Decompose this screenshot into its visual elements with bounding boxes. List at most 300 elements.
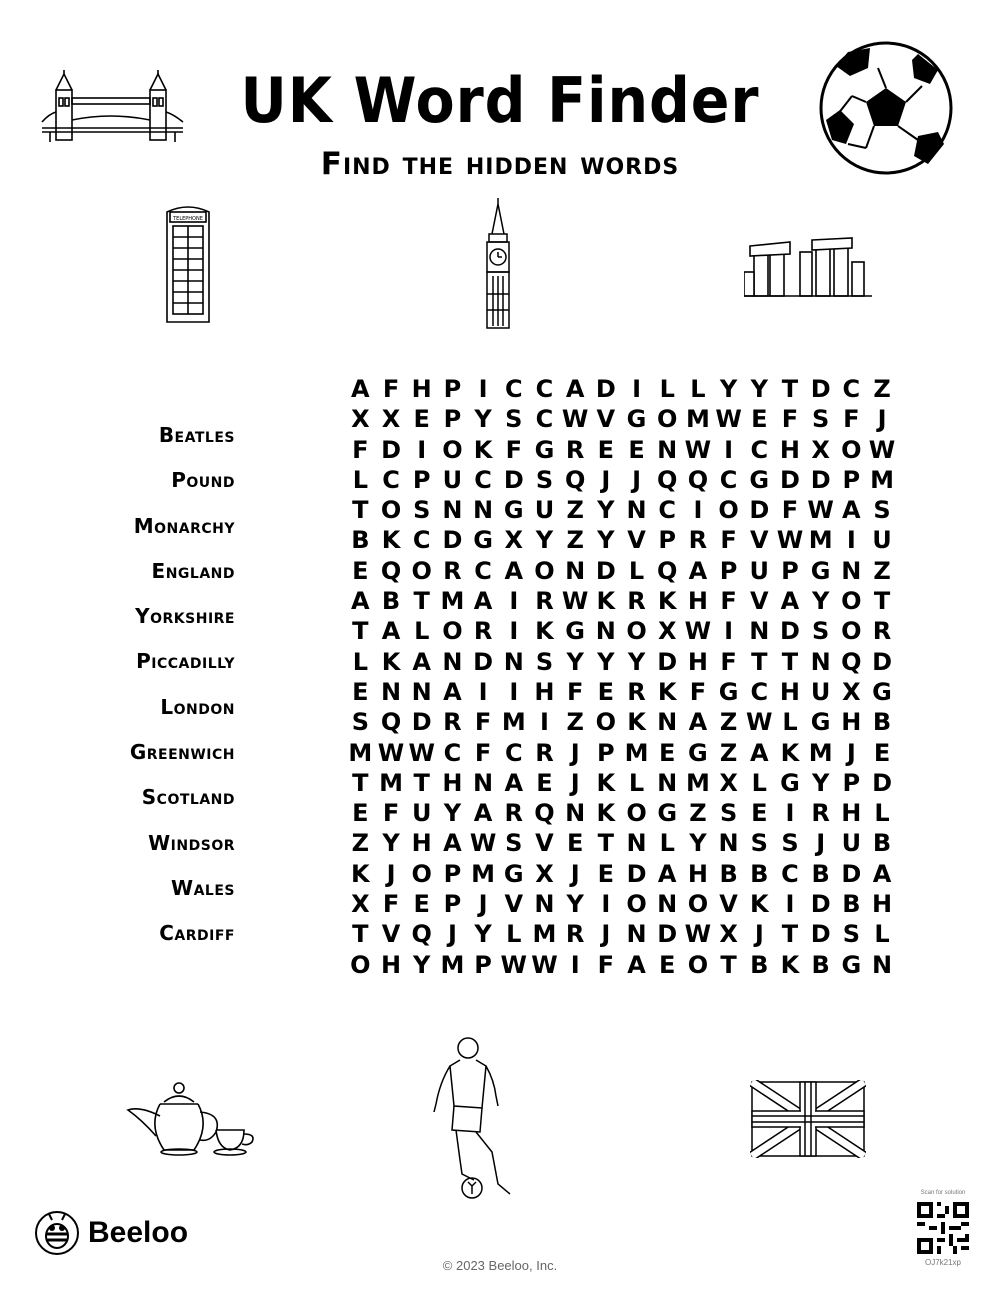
- grid-letter: Y: [597, 526, 615, 555]
- grid-letter: F: [474, 708, 492, 737]
- grid-letter: M: [379, 768, 403, 797]
- grid-letter: E: [352, 799, 369, 828]
- grid-letter: E: [352, 556, 369, 585]
- grid-row: [345, 465, 897, 495]
- tower-bridge-icon: [40, 70, 185, 145]
- grid-letter: P: [842, 465, 861, 494]
- grid-letter: W: [561, 587, 589, 616]
- grid-letter: F: [720, 647, 737, 676]
- grid-letter: Z: [873, 556, 891, 585]
- grid-letter: W: [531, 950, 558, 979]
- grid-letter: Z: [719, 738, 738, 767]
- grid-letter: S: [535, 465, 554, 494]
- grid-letter: G: [810, 708, 831, 737]
- grid-letter: R: [565, 435, 585, 464]
- grid-letter: W: [684, 435, 712, 464]
- grid-letter: C: [504, 738, 523, 767]
- grid-letter: B: [811, 859, 830, 888]
- grid-letter: C: [474, 465, 492, 494]
- grid-letter: F: [843, 405, 860, 434]
- grid-letter: E: [751, 799, 768, 828]
- grid-letter: N: [626, 829, 647, 858]
- grid-letter: Z: [351, 829, 370, 858]
- grid-letter: I: [785, 890, 795, 919]
- qr-code-text: OJ7k21xp: [924, 1258, 962, 1267]
- grid-letter: L: [659, 829, 675, 858]
- grid-letter: V: [627, 526, 646, 555]
- grid-letter: R: [565, 920, 585, 949]
- grid-letter: T: [352, 920, 369, 949]
- grid-letter: U: [411, 799, 432, 828]
- grid-letter: J: [632, 465, 641, 494]
- grid-letter: B: [351, 526, 370, 555]
- grid-letter: N: [442, 647, 463, 676]
- grid-letter: D: [810, 375, 831, 403]
- telephone-box-icon: [164, 202, 212, 324]
- grid-letter: A: [351, 375, 370, 403]
- word-list-item: Greenwich: [129, 740, 235, 765]
- grid-letter: A: [565, 375, 585, 403]
- grid-letter: T: [597, 829, 615, 858]
- grid-letter: O: [626, 890, 647, 919]
- grid-letter: U: [749, 556, 770, 585]
- word-list-item: Monarchy: [133, 513, 235, 538]
- grid-letter: Z: [566, 708, 584, 737]
- grid-letter: R: [688, 526, 708, 555]
- grid-row: [345, 950, 897, 980]
- grid-letter: N: [565, 556, 586, 585]
- letter-grid: [345, 374, 897, 980]
- grid-letter: L: [782, 708, 798, 737]
- grid-letter: W: [715, 405, 742, 434]
- grid-letter: L: [751, 768, 767, 797]
- grid-letter: U: [872, 526, 892, 555]
- grid-letter: W: [561, 405, 589, 434]
- grid-letter: Z: [566, 496, 584, 525]
- grid-letter: A: [688, 556, 708, 585]
- grid-letter: L: [874, 799, 890, 828]
- grid-letter: N: [534, 890, 555, 919]
- grid-letter: T: [352, 768, 369, 797]
- grid-letter: Q: [687, 465, 709, 494]
- page-subtitle: Find the hidden words: [320, 146, 680, 182]
- grid-letter: O: [687, 890, 709, 919]
- grid-letter: Y: [382, 829, 400, 858]
- grid-letter: O: [657, 405, 678, 434]
- grid-letter: F: [382, 375, 400, 403]
- grid-letter: J: [478, 890, 488, 919]
- grid-letter: L: [506, 920, 522, 949]
- grid-letter: Y: [811, 587, 830, 616]
- grid-letter: I: [478, 677, 488, 706]
- grid-letter: M: [808, 738, 833, 767]
- grid-letter: O: [534, 556, 555, 585]
- grid-row: [345, 404, 897, 434]
- grid-letter: J: [570, 738, 580, 767]
- grid-letter: O: [626, 799, 647, 828]
- grid-letter: P: [443, 859, 462, 888]
- grid-letter: W: [684, 920, 712, 949]
- grid-letter: S: [812, 617, 830, 646]
- grid-letter: G: [718, 677, 739, 706]
- grid-letter: S: [750, 829, 768, 858]
- grid-letter: A: [412, 647, 431, 676]
- grid-letter: N: [565, 799, 586, 828]
- grid-letter: O: [442, 617, 463, 646]
- grid-letter: A: [842, 496, 861, 525]
- grid-letter: N: [657, 435, 678, 464]
- grid-letter: B: [872, 708, 892, 737]
- grid-letter: T: [720, 950, 737, 979]
- grid-letter: D: [411, 708, 432, 737]
- grid-row: [345, 616, 897, 646]
- grid-letter: X: [351, 405, 370, 434]
- grid-letter: X: [719, 768, 738, 797]
- grid-letter: R: [504, 799, 524, 828]
- grid-letter: W: [868, 435, 896, 464]
- grid-letter: N: [442, 496, 463, 525]
- grid-letter: E: [597, 677, 615, 706]
- grid-letter: P: [781, 556, 799, 585]
- grid-letter: J: [447, 920, 457, 949]
- grid-letter: W: [500, 950, 528, 979]
- grid-letter: N: [626, 496, 647, 525]
- grid-letter: G: [657, 799, 678, 828]
- grid-letter: D: [872, 768, 892, 797]
- grid-letter: H: [779, 435, 801, 464]
- grid-letter: P: [842, 768, 861, 797]
- grid-letter: D: [473, 647, 494, 676]
- grid-letter: S: [842, 920, 860, 949]
- football-icon: [818, 40, 954, 176]
- grid-letter: G: [749, 465, 770, 494]
- grid-letter: O: [411, 556, 432, 585]
- grid-letter: L: [874, 920, 890, 949]
- grid-letter: G: [503, 859, 524, 888]
- grid-letter: O: [841, 435, 862, 464]
- grid-letter: I: [509, 587, 519, 616]
- grid-letter: D: [657, 647, 678, 676]
- grid-letter: C: [535, 375, 554, 403]
- grid-letter: D: [595, 375, 616, 403]
- grid-letter: L: [690, 375, 706, 403]
- grid-letter: X: [381, 405, 401, 434]
- grid-letter: S: [812, 405, 830, 434]
- word-list-item: Pound: [171, 468, 235, 493]
- grid-letter: E: [873, 738, 891, 767]
- grid-row: [345, 586, 897, 616]
- grid-letter: S: [719, 799, 738, 828]
- grid-letter: R: [535, 738, 554, 767]
- grid-letter: L: [352, 465, 368, 494]
- grid-letter: K: [780, 950, 800, 979]
- grid-letter: G: [534, 435, 555, 464]
- grid-letter: D: [841, 859, 862, 888]
- grid-letter: N: [503, 647, 524, 676]
- grid-row: [345, 738, 897, 768]
- grid-row: [345, 525, 897, 555]
- grid-letter: W: [807, 496, 834, 525]
- word-list-item: England: [151, 558, 235, 583]
- grid-letter: M: [440, 587, 465, 616]
- grid-letter: L: [628, 556, 645, 585]
- grid-letter: Q: [564, 465, 586, 494]
- word-list-item: Cardiff: [159, 921, 235, 946]
- grid-letter: W: [746, 708, 773, 737]
- grid-letter: N: [626, 920, 647, 949]
- grid-letter: T: [873, 587, 891, 616]
- grid-letter: G: [780, 768, 800, 797]
- grid-letter: F: [781, 405, 799, 434]
- grid-letter: E: [413, 890, 430, 919]
- grid-letter: R: [627, 587, 646, 616]
- grid-letter: R: [872, 617, 892, 646]
- grid-letter: D: [780, 617, 800, 646]
- grid-letter: N: [411, 677, 432, 706]
- grid-letter: O: [411, 859, 432, 888]
- grid-row: [345, 374, 897, 404]
- grid-letter: B: [842, 890, 861, 919]
- grid-row: [345, 647, 897, 677]
- grid-letter: A: [627, 950, 646, 979]
- grid-letter: Y: [535, 526, 554, 555]
- grid-letter: L: [352, 647, 368, 676]
- grid-letter: H: [534, 677, 555, 706]
- grid-letter: K: [780, 738, 800, 767]
- grid-letter: K: [596, 587, 616, 616]
- grid-letter: N: [473, 496, 494, 525]
- grid-letter: M: [624, 738, 649, 767]
- grid-letter: S: [505, 829, 523, 858]
- grid-letter: D: [810, 920, 831, 949]
- grid-letter: M: [501, 708, 526, 737]
- grid-letter: R: [443, 708, 462, 737]
- grid-letter: W: [684, 617, 712, 646]
- grid-letter: A: [443, 677, 462, 706]
- grid-letter: Y: [597, 496, 615, 525]
- grid-letter: E: [659, 738, 676, 767]
- grid-letter: S: [781, 829, 799, 858]
- brand-logo: [34, 1210, 188, 1256]
- grid-letter: E: [352, 677, 369, 706]
- grid-letter: O: [350, 950, 371, 979]
- grid-letter: A: [872, 859, 892, 888]
- grid-letter: I: [846, 526, 856, 555]
- qr-label: Scan for solution: [920, 1190, 966, 1196]
- grid-letter: Z: [689, 799, 707, 828]
- grid-letter: E: [628, 435, 645, 464]
- grid-letter: G: [872, 677, 892, 706]
- grid-letter: H: [380, 950, 402, 979]
- grid-letter: V: [504, 890, 524, 919]
- grid-letter: D: [442, 526, 463, 555]
- grid-letter: Q: [657, 465, 678, 494]
- grid-letter: Z: [719, 708, 738, 737]
- grid-letter: I: [724, 617, 734, 646]
- grid-letter: N: [749, 617, 770, 646]
- grid-letter: U: [810, 677, 831, 706]
- grid-letter: K: [657, 677, 677, 706]
- grid-row: [345, 707, 897, 737]
- grid-letter: S: [351, 708, 369, 737]
- grid-letter: J: [570, 768, 580, 797]
- grid-letter: M: [685, 405, 710, 434]
- grid-letter: Q: [657, 556, 678, 585]
- grid-letter: R: [811, 799, 830, 828]
- word-list-item: Wales: [171, 875, 235, 900]
- grid-letter: K: [749, 890, 769, 919]
- grid-letter: H: [871, 890, 893, 919]
- grid-letter: A: [473, 799, 493, 828]
- grid-letter: N: [473, 768, 494, 797]
- grid-row: [345, 435, 897, 465]
- grid-letter: W: [469, 829, 497, 858]
- grid-letter: R: [443, 556, 462, 585]
- grid-letter: F: [689, 677, 707, 706]
- grid-letter: L: [659, 375, 675, 403]
- grid-letter: A: [473, 587, 493, 616]
- grid-letter: F: [382, 890, 400, 919]
- grid-letter: T: [413, 587, 430, 616]
- grid-letter: C: [504, 375, 523, 403]
- grid-letter: Q: [841, 647, 862, 676]
- grid-letter: K: [535, 617, 554, 646]
- grid-letter: D: [780, 465, 800, 494]
- grid-letter: B: [811, 950, 830, 979]
- grid-letter: J: [601, 465, 611, 494]
- grid-letter: F: [566, 677, 584, 706]
- grid-letter: R: [627, 677, 646, 706]
- grid-letter: O: [718, 496, 739, 525]
- grid-letter: O: [595, 708, 617, 737]
- grid-letter: W: [377, 738, 405, 767]
- grid-letter: C: [750, 677, 769, 706]
- grid-letter: X: [504, 526, 524, 555]
- qr-code-icon[interactable]: [917, 1202, 969, 1254]
- grid-letter: Y: [750, 375, 768, 403]
- grid-letter: H: [442, 768, 463, 797]
- grid-letter: U: [841, 829, 862, 858]
- grid-letter: L: [414, 617, 430, 646]
- grid-row: [345, 798, 897, 828]
- grid-letter: D: [749, 496, 770, 525]
- grid-row: [345, 556, 897, 586]
- grid-letter: X: [811, 435, 830, 464]
- grid-letter: Q: [534, 799, 555, 828]
- grid-letter: G: [810, 556, 831, 585]
- grid-letter: I: [785, 799, 795, 828]
- grid-row: [345, 677, 897, 707]
- grid-letter: D: [810, 465, 831, 494]
- grid-letter: I: [417, 435, 427, 464]
- grid-letter: Y: [474, 920, 492, 949]
- grid-letter: F: [720, 526, 737, 555]
- grid-letter: N: [657, 890, 678, 919]
- grid-letter: P: [719, 556, 738, 585]
- grid-letter: P: [443, 405, 462, 434]
- big-ben-icon: [482, 198, 514, 330]
- grid-letter: S: [535, 647, 554, 676]
- grid-letter: I: [509, 677, 519, 706]
- grid-letter: Q: [380, 556, 402, 585]
- grid-letter: O: [841, 617, 862, 646]
- grid-letter: G: [841, 950, 862, 979]
- grid-letter: P: [443, 375, 462, 403]
- grid-letter: K: [381, 526, 401, 555]
- grid-letter: Y: [811, 768, 830, 797]
- grid-letter: E: [751, 405, 768, 434]
- grid-letter: C: [535, 405, 554, 434]
- football-player-icon: [426, 1034, 526, 1204]
- grid-letter: K: [657, 587, 677, 616]
- grid-letter: X: [535, 859, 554, 888]
- grid-letter: Q: [411, 920, 432, 949]
- grid-letter: I: [540, 708, 549, 737]
- grid-letter: E: [566, 829, 584, 858]
- bee-icon: [34, 1210, 80, 1256]
- grid-letter: Y: [413, 950, 431, 979]
- grid-letter: A: [443, 829, 462, 858]
- grid-letter: N: [380, 677, 402, 706]
- grid-letter: V: [749, 526, 769, 555]
- grid-letter: O: [841, 587, 862, 616]
- grid-letter: C: [842, 375, 861, 403]
- grid-letter: V: [381, 920, 401, 949]
- grid-letter: A: [504, 768, 524, 797]
- grid-letter: C: [658, 496, 677, 525]
- grid-letter: T: [781, 647, 799, 676]
- grid-letter: O: [380, 496, 402, 525]
- grid-letter: P: [658, 526, 677, 555]
- grid-letter: E: [413, 405, 430, 434]
- grid-letter: B: [719, 859, 738, 888]
- grid-letter: N: [718, 829, 739, 858]
- grid-letter: V: [749, 587, 769, 616]
- grid-letter: T: [413, 768, 430, 797]
- grid-letter: V: [535, 829, 554, 858]
- word-list-item: Piccadilly: [136, 649, 235, 674]
- grid-letter: C: [443, 738, 462, 767]
- grid-row: [345, 828, 897, 858]
- grid-letter: I: [724, 435, 734, 464]
- grid-letter: Y: [474, 405, 492, 434]
- grid-letter: R: [535, 587, 554, 616]
- word-list-item: Scotland: [141, 785, 235, 810]
- grid-letter: N: [871, 950, 893, 979]
- grid-letter: P: [597, 738, 615, 767]
- grid-letter: P: [412, 465, 431, 494]
- grid-letter: A: [381, 617, 401, 646]
- grid-letter: Y: [627, 647, 646, 676]
- grid-letter: Y: [566, 647, 584, 676]
- grid-letter: F: [720, 587, 737, 616]
- grid-letter: F: [474, 738, 492, 767]
- grid-letter: G: [473, 526, 493, 555]
- grid-letter: I: [601, 890, 611, 919]
- grid-letter: Y: [566, 890, 584, 919]
- grid-letter: C: [750, 435, 769, 464]
- word-list-item: Windsor: [148, 830, 235, 855]
- grid-letter: D: [657, 920, 678, 949]
- grid-letter: X: [719, 920, 738, 949]
- grid-letter: N: [841, 556, 862, 585]
- grid-letter: A: [351, 587, 370, 616]
- grid-letter: H: [779, 677, 801, 706]
- grid-letter: B: [381, 587, 401, 616]
- grid-letter: Z: [873, 375, 891, 403]
- grid-letter: X: [657, 617, 677, 646]
- grid-letter: D: [503, 465, 524, 494]
